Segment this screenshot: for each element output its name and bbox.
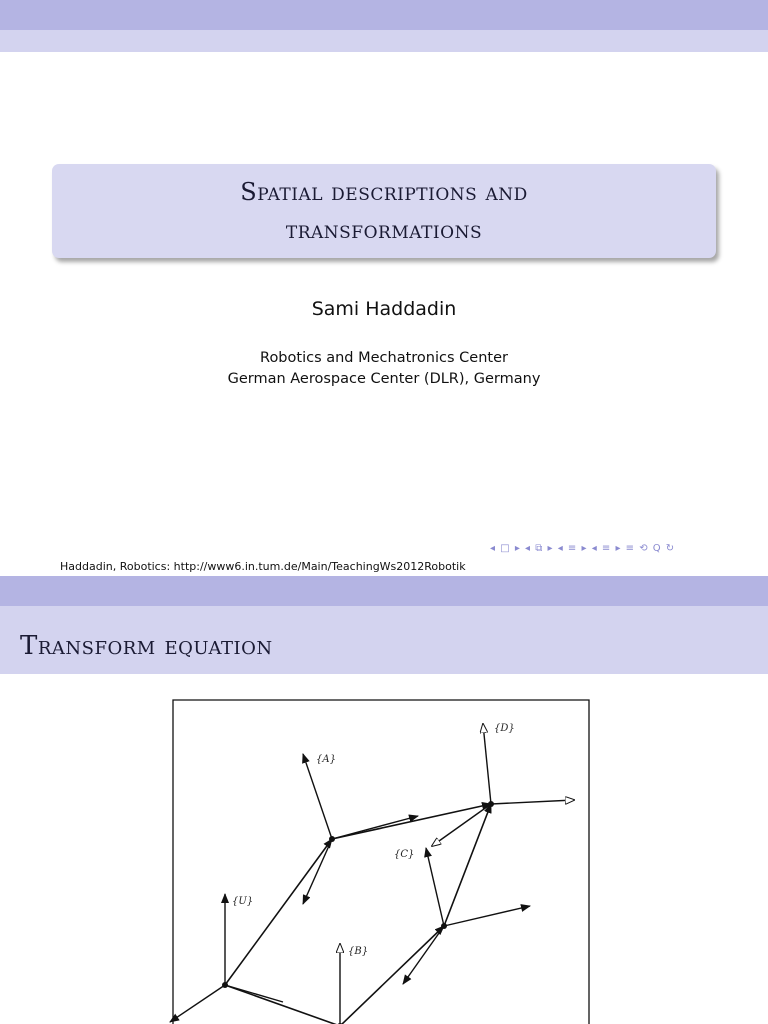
transform-equation-slide [0,576,768,1024]
frame-C-x-axis [444,906,530,926]
slide-title-line-1: Spatial descriptions and [240,178,528,206]
origin-C [441,923,447,929]
frame-D-x-axis [491,800,574,804]
frame-title: Transform equation [20,631,273,661]
affiliation-line-2: German Aerospace Center (DLR), Germany [227,371,541,387]
frame-C-z-axis [426,848,444,926]
header-band-dark [0,0,768,30]
beamer-navigation-bar[interactable]: ◂ □ ▸ ◂ ⧉ ▸ ◂ ≡ ▸ ◂ ≡ ▸ ≡ ⟲ Q ↻ [490,543,676,554]
label-frame-B: {B} [348,946,369,957]
frame-U-x-axis [170,985,225,1022]
label-frame-D: {D} [494,723,515,734]
footer-citation: Haddadin, Robotics: http://www6.in.tum.de/Main/TeachingWs2012Robotik [60,560,466,573]
transform-graph-figure [168,696,593,1024]
frame-axes [170,724,574,1024]
origin-D [488,801,494,807]
arrow-C-to-D [444,804,491,926]
origin-A [329,836,335,842]
title-box [52,164,716,258]
transform-arrows [225,804,491,1024]
arrow-U-to-B [225,985,340,1024]
frame-D-z-axis [483,724,491,804]
figure-border [173,700,589,1024]
label-frame-U: {U} [232,896,254,907]
frame-A-z-axis [303,754,332,839]
arrow-B-to-C [340,926,444,1024]
arrow-U-to-A [225,839,332,985]
header-band-light [0,30,768,52]
origin-U [222,982,228,988]
author-name: Sami Haddadin [311,298,457,320]
slide-title-line-2: transformations [285,216,483,244]
affiliation-line-1: Robotics and Mechatronics Center [260,350,508,366]
frame-origins [222,801,494,1024]
label-frame-C: {C} [394,849,415,860]
header-band-dark [0,576,768,606]
frame-C-y-axis [403,926,444,984]
label-frame-A: {A} [316,754,336,765]
